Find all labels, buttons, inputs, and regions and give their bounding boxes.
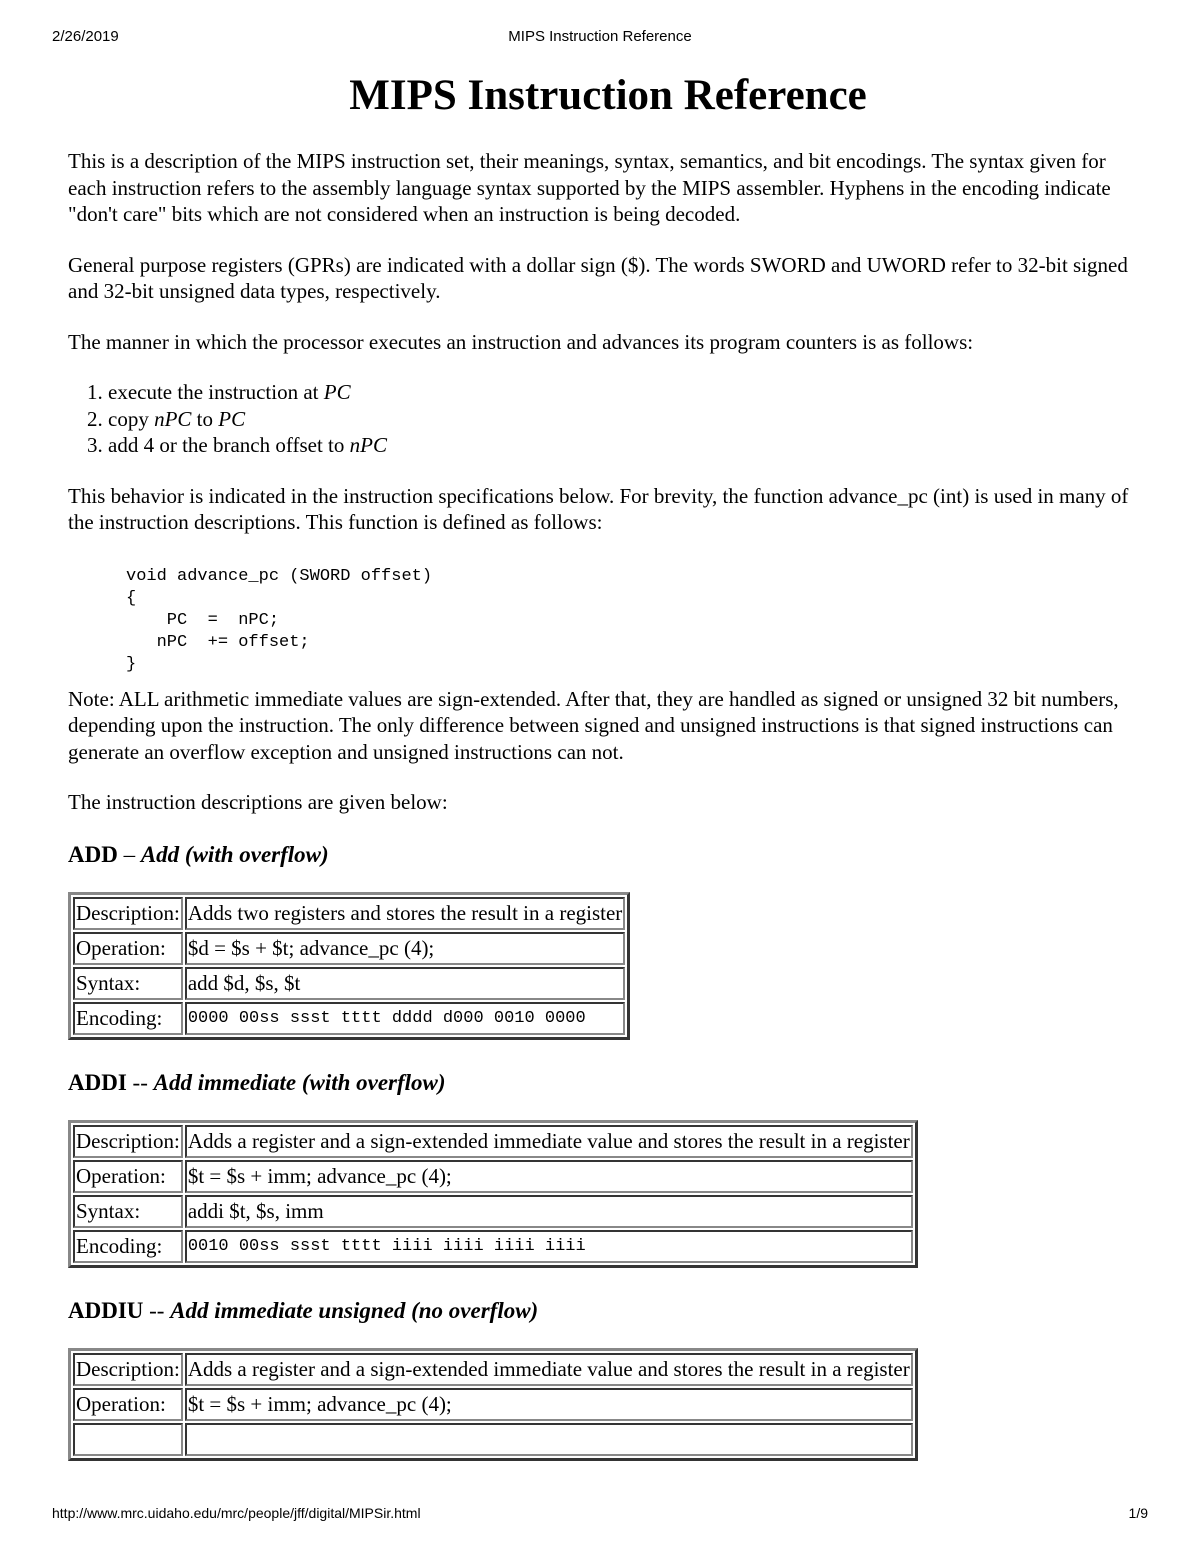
print-title: MIPS Instruction Reference	[508, 28, 692, 45]
table-row: Operation: $d = $s + $t; advance_pc (4);	[73, 932, 625, 965]
table-row	[73, 1423, 913, 1456]
page-number: 1/9	[1128, 1505, 1148, 1521]
list-item: 1. execute the instruction at PC	[108, 379, 1148, 406]
list-item: 3. add 4 or the branch offset to nPC	[108, 432, 1148, 459]
document-body	[68, 70, 1148, 1500]
table-row: Encoding: 0010 00ss ssst tttt iiii iiii iiii iiii	[73, 1230, 913, 1263]
table-row: Operation: $t = $s + imm; advance_pc (4);	[73, 1388, 913, 1421]
page-title: MIPS Instruction Reference	[349, 72, 867, 119]
print-url: http://www.mrc.uidaho.edu/mrc/people/jff/digital/MIPSir.html	[52, 1505, 421, 1521]
instruction-heading-addi: ADDI -- Add immediate (with overflow)	[68, 1069, 446, 1095]
table-row: Operation: $t = $s + imm; advance_pc (4);	[73, 1160, 913, 1193]
instruction-table-addiu	[68, 1348, 918, 1461]
intro-paragraph-4: This behavior is indicated in the instruction specifications below. For brevity, the function advance_pc (int) is used in many of the instruction descriptions. This function is defined as follows:	[68, 483, 1129, 534]
intro-paragraph-5: The instruction descriptions are given below:	[68, 790, 448, 814]
table-row: Description: Adds a register and a sign-extended immediate value and stores the result in a register	[73, 1353, 913, 1386]
execution-steps-list	[68, 379, 1148, 459]
list-item: 2. copy nPC to PC	[108, 406, 1148, 433]
print-footer	[52, 1505, 1148, 1527]
print-header	[52, 28, 1148, 50]
instruction-heading-addiu: ADDIU -- Add immediate unsigned (no overflow)	[68, 1297, 539, 1323]
note-paragraph: Note: ALL arithmetic immediate values are sign-extended. After that, they are handled as signed or unsigned 32 bit numbers, depending upon the instruction. The only difference between signed and unsigned instructions is that signed instructions can generate an overflow exception and unsigned instructions can not.	[68, 686, 1119, 764]
table-row: Description: Adds a register and a sign-extended immediate value and stores the result in a register	[73, 1125, 913, 1158]
instruction-table-addi	[68, 1120, 918, 1268]
instruction-table-add	[68, 892, 630, 1040]
instruction-heading-add: ADD – Add (with overflow)	[68, 841, 329, 867]
table-row: Encoding: 0000 00ss ssst tttt dddd d000 0010 0000	[73, 1002, 625, 1035]
table-row: Description: Adds two registers and stores the result in a register	[73, 897, 625, 930]
table-row: Syntax: addi $t, $s, imm	[73, 1195, 913, 1228]
intro-paragraph-2: General purpose registers (GPRs) are indicated with a dollar sign ($). The words SWORD and UWORD refer to 32-bit signed and 32-bit unsigned data types, respectively.	[68, 252, 1128, 303]
intro-paragraph-1: This is a description of the MIPS instruction set, their meanings, syntax, semantics, and bit encodings. The syntax given for each instruction refers to the assembly language syntax supported by the MIPS assembler. Hyphens in the encoding indicate "don't care" bits which are not considered when an instruction is being decoded.	[68, 149, 1111, 226]
print-date: 2/26/2019	[52, 28, 119, 45]
code-block: void advance_pc (SWORD offset) { PC = nPC; nPC += offset; }	[126, 566, 433, 674]
intro-paragraph-3: The manner in which the processor executes an instruction and advances its program counters is as follows:	[68, 329, 974, 354]
table-row: Syntax: add $d, $s, $t	[73, 967, 625, 1000]
